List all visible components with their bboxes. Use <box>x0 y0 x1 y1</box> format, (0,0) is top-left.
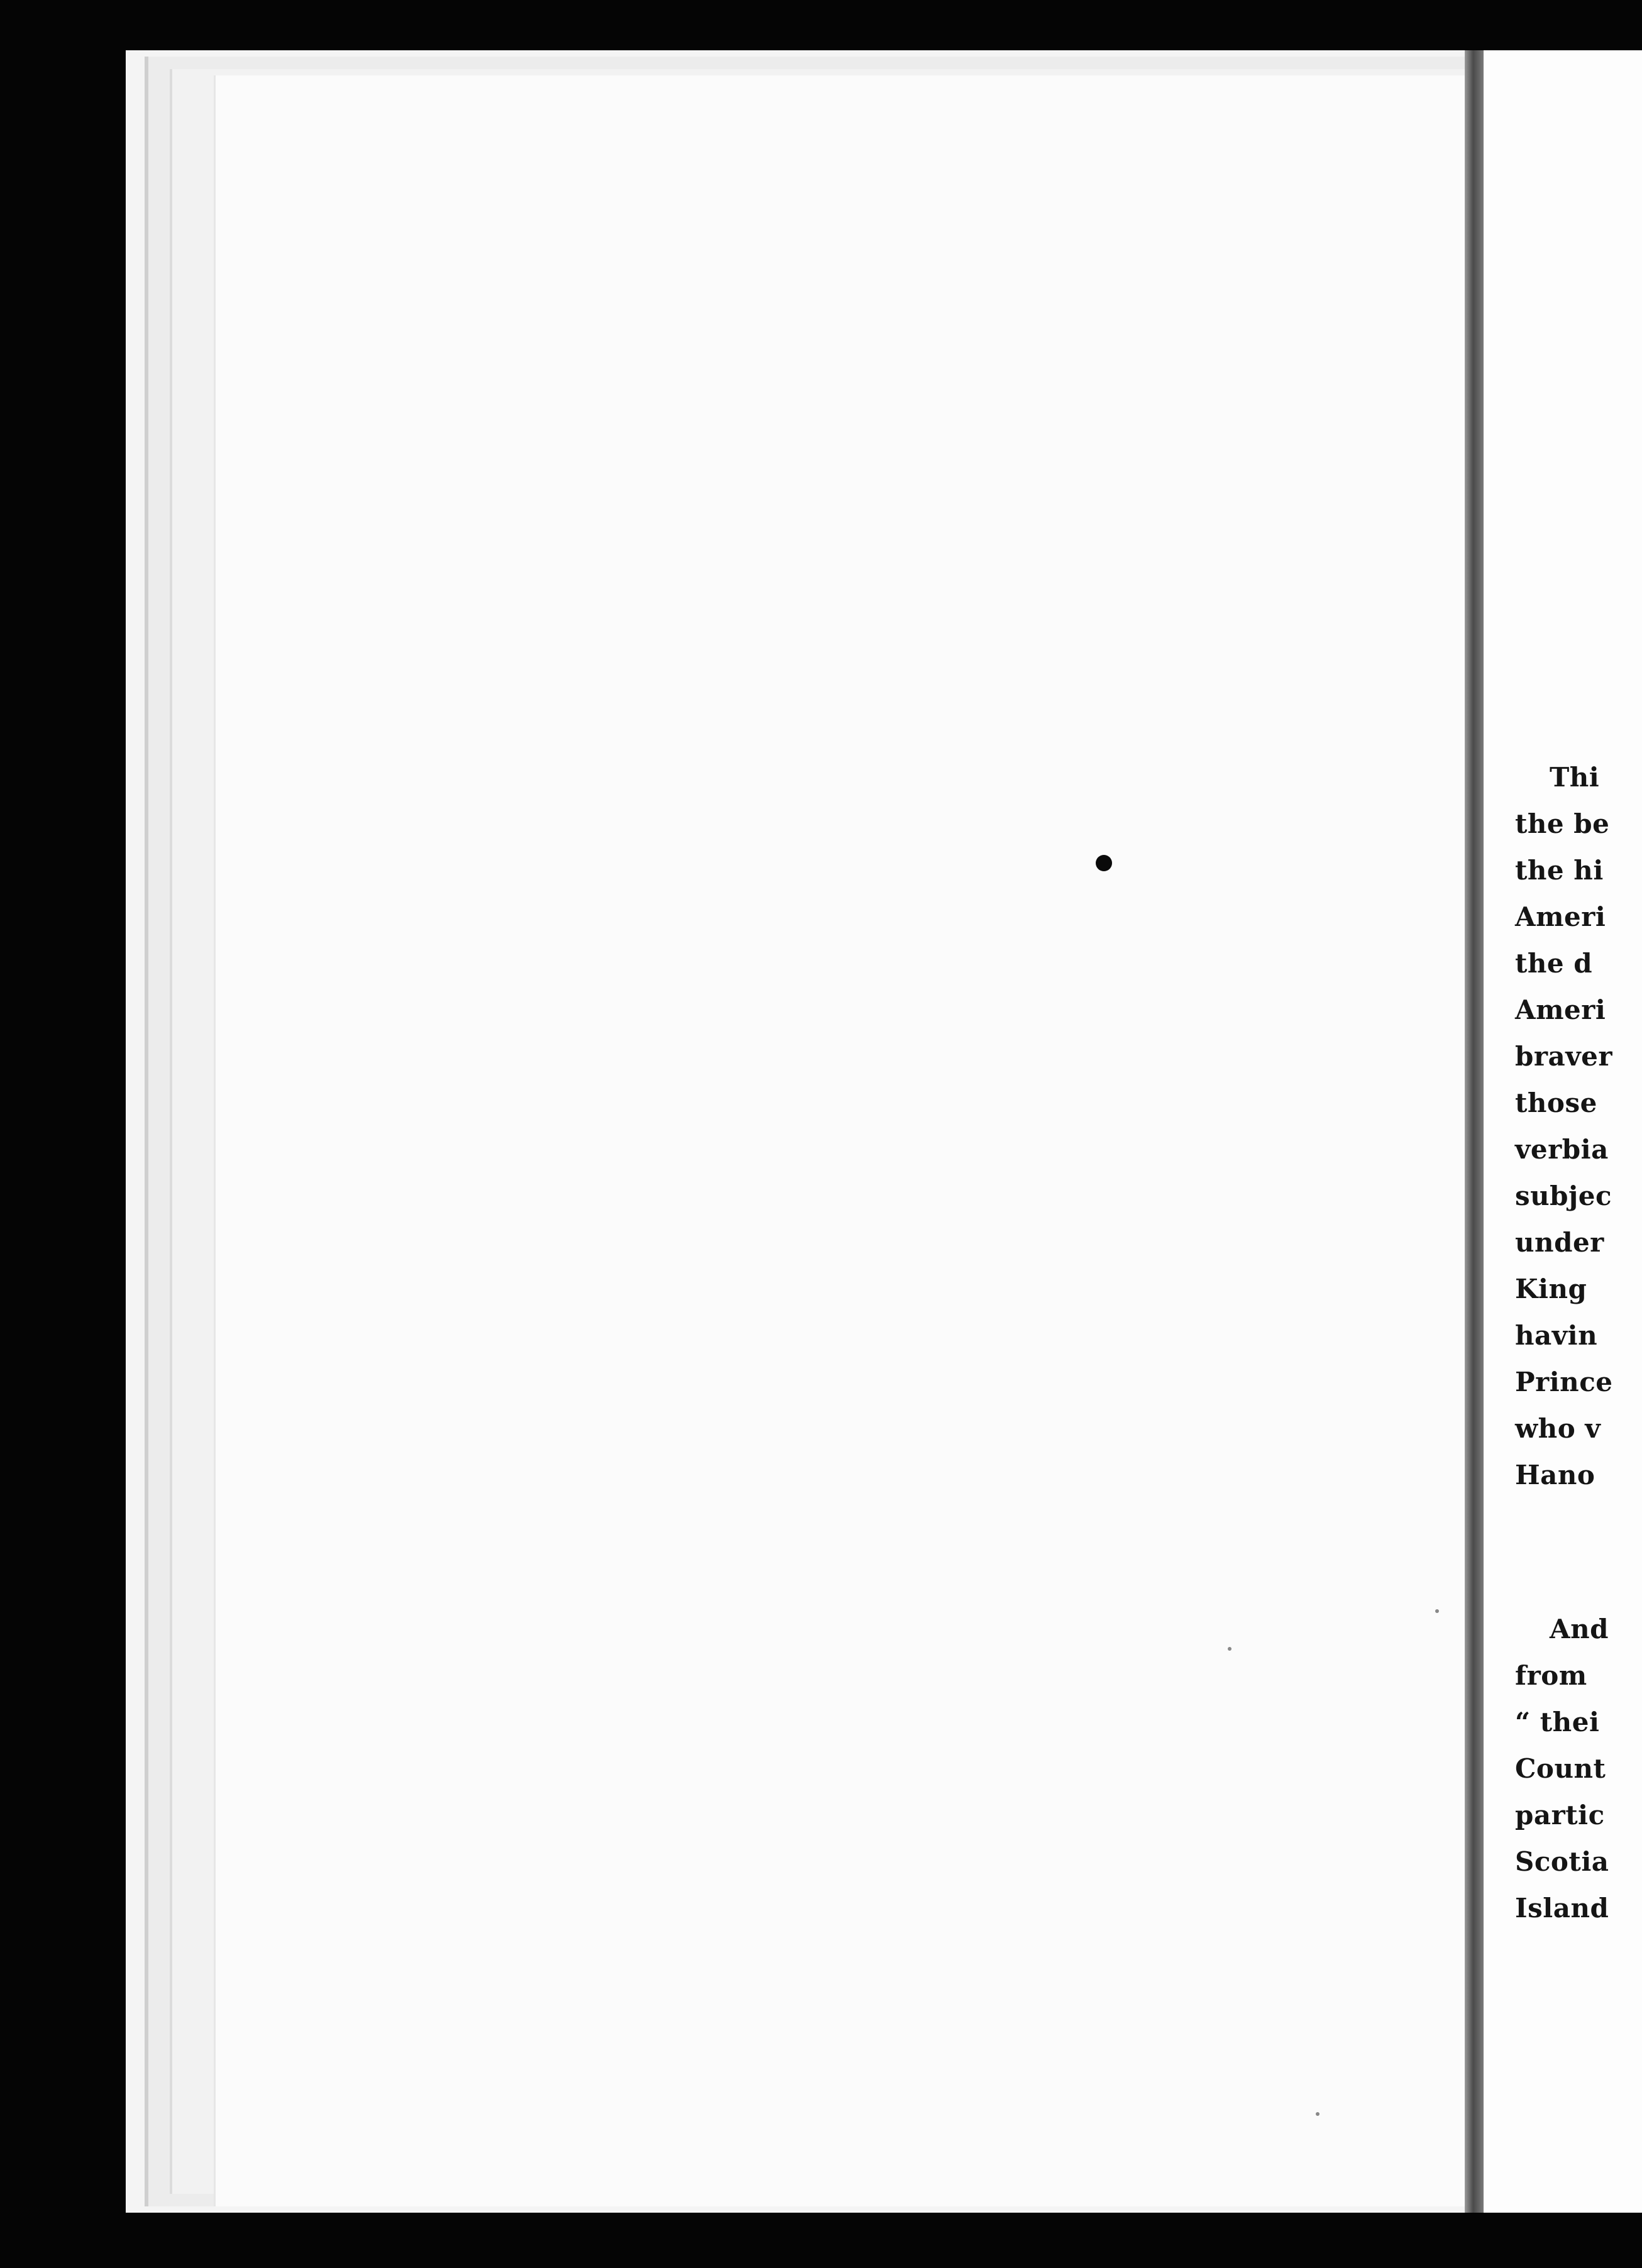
text-line: Hano <box>1515 1460 1595 1490</box>
blank-page <box>214 75 1492 2206</box>
text-line: under <box>1515 1227 1604 1258</box>
text-line: who v <box>1515 1413 1601 1444</box>
speck <box>1435 1609 1439 1613</box>
text-line: those <box>1515 1087 1597 1118</box>
ink-blot <box>1096 855 1112 871</box>
text-line: verbia <box>1515 1134 1609 1165</box>
text-line: braver <box>1515 1041 1612 1072</box>
left-blank-leaf <box>126 50 1490 2213</box>
text-line: Ameri <box>1515 994 1606 1025</box>
text-line: the hi <box>1515 855 1604 886</box>
text-line: And <box>1550 1614 1609 1644</box>
text-line: King <box>1515 1274 1587 1304</box>
right-text-page <box>1484 50 1642 2213</box>
text-line: “ thei <box>1515 1707 1600 1737</box>
text-line: Prince <box>1515 1367 1613 1397</box>
text-line: the d <box>1515 948 1593 979</box>
speck <box>1316 2112 1320 2116</box>
text-line: Count <box>1515 1753 1606 1784</box>
text-line: Island <box>1515 1893 1609 1924</box>
text-line: the be <box>1515 808 1610 839</box>
text-line: Ameri <box>1515 901 1606 932</box>
paragraph-1 <box>1515 754 1642 1499</box>
text-line: from <box>1515 1660 1587 1691</box>
book-gutter <box>1465 50 1484 2213</box>
speck <box>1228 1647 1232 1651</box>
text-line: subjec <box>1515 1181 1612 1211</box>
text-line: Thi <box>1550 762 1600 793</box>
paragraph-2 <box>1515 1606 1642 1932</box>
text-line: partic <box>1515 1800 1605 1830</box>
text-line: Scotia <box>1515 1846 1609 1877</box>
text-line: havin <box>1515 1320 1598 1351</box>
